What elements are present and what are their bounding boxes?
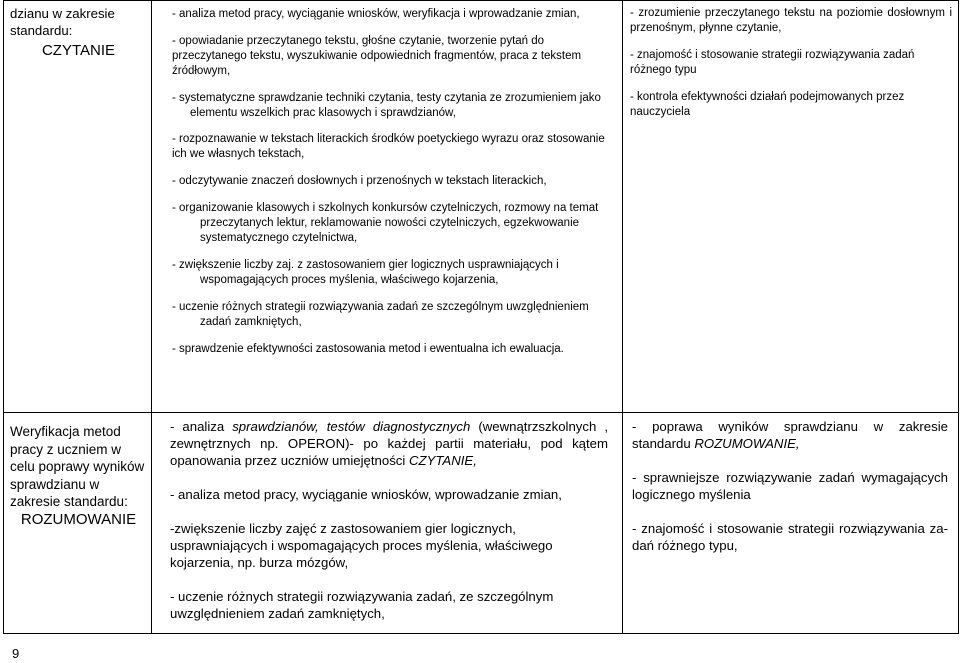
standard-subtitle: dzianu w zakresie standardu: — [10, 6, 115, 38]
verification-title: Weryfikacja metod pracy z uczniem w celu poprawy wyników sprawdzianu w zakresie standardu: — [10, 424, 145, 509]
list-item: - rozpoznawanie w tekstach literackich środków poetyckiego wyrazu oraz stosowanie ich we własnych tekstach, — [172, 133, 605, 160]
list-item: - uczenie różnych strategii rozwiązywania zadań ze szczególnym uwzględnieniem zadań zamkniętych, — [172, 301, 589, 328]
table-row — [4, 1, 959, 413]
list-item: - analiza metod pracy, wyciąganie wniosków, wprowadzanie zmian, — [170, 487, 562, 502]
list-item: -zwiększenie liczby zajęć z zastosowaniem gier logicznych, usprawniających i wspomagających proces myślenia, właściwego kojarzenia, np. burza mózgów, — [170, 521, 553, 570]
methods-cell — [152, 1, 623, 413]
list-item: - znajomość i stosowanie strategii rozwiązywania za-dań różnego typu, — [632, 521, 948, 553]
list-item: - uczenie różnych strategii rozwiązywania zadań, ze szczególnym uwzględnieniem zadań zamkniętych, — [170, 589, 554, 621]
list-item: - znajomość i stosowanie strategii rozwiązywania zadań różnego typu — [630, 49, 915, 76]
list-item: - zwiększenie liczby zaj. z zastosowaniem gier logicznych usprawniających i wspomagających proces myślenia, właściwego kojarzenia, — [172, 259, 559, 286]
list-item: - opowiadanie przeczytanego tekstu, głośne czytanie, tworzenie pytań do przeczytanego tekstu, wyszukiwanie odpowiednich fragmentów, praca z tekstem źródłowym, — [172, 35, 582, 77]
standard-cell — [4, 413, 152, 634]
table-row — [4, 413, 959, 634]
list-item: - odczytywanie znaczeń dosłownych i przenośnych w tekstach literackich, — [172, 175, 547, 187]
list-item: - sprawdzenie efektywności zastosowania metod i ewentualna ich ewaluacja. — [172, 343, 564, 355]
standard-name: ROZUMOWANIE — [20, 510, 137, 528]
methods-cell — [152, 413, 623, 634]
list-item: - poprawa wyników sprawdzianu w zakresie standardu ROZUMOWANIE, — [632, 419, 948, 451]
list-item: - organizowanie klasowych i szkolnych konkursów czytelniczych, rozmowy na temat przeczytanych lektur, reklamowanie nowości czytelniczych, egzekwowanie systematycznego czytelnictwa, — [172, 202, 599, 244]
list-item: - sprawniejsze rozwiązywanie zadań wymagających logicznego myślenia — [632, 470, 948, 502]
list-item: - analiza sprawdzianów, testów diagnostycznych (wewnątrzszkolnych , zewnętrznych np. OPERON)- po każdej partii materiału, pod kątem opanowania przez uczniów umiejętności CZYTANIE, — [170, 419, 608, 468]
list-item: - analiza metod pracy, wyciąganie wniosków, weryfikacja i wprowadzanie zmian, — [172, 8, 580, 20]
results-cell — [623, 1, 959, 413]
results-cell — [623, 413, 959, 634]
page-number: 9 — [12, 646, 20, 661]
list-item: - zrozumienie przeczytanego tekstu na poziomie dosłownym i przenośnym, płynne czytanie, — [630, 7, 952, 34]
standard-cell — [4, 1, 152, 413]
plan-table — [3, 0, 959, 634]
list-item: - kontrola efektywności działań podejmowanych przez nauczyciela — [630, 91, 905, 118]
standard-name: CZYTANIE — [41, 42, 116, 59]
list-item: - systematyczne sprawdzanie techniki czytania, testy czytania ze zrozumieniem jako elementu wszelkich prac klasowych i sprawdzianów, — [172, 92, 601, 119]
